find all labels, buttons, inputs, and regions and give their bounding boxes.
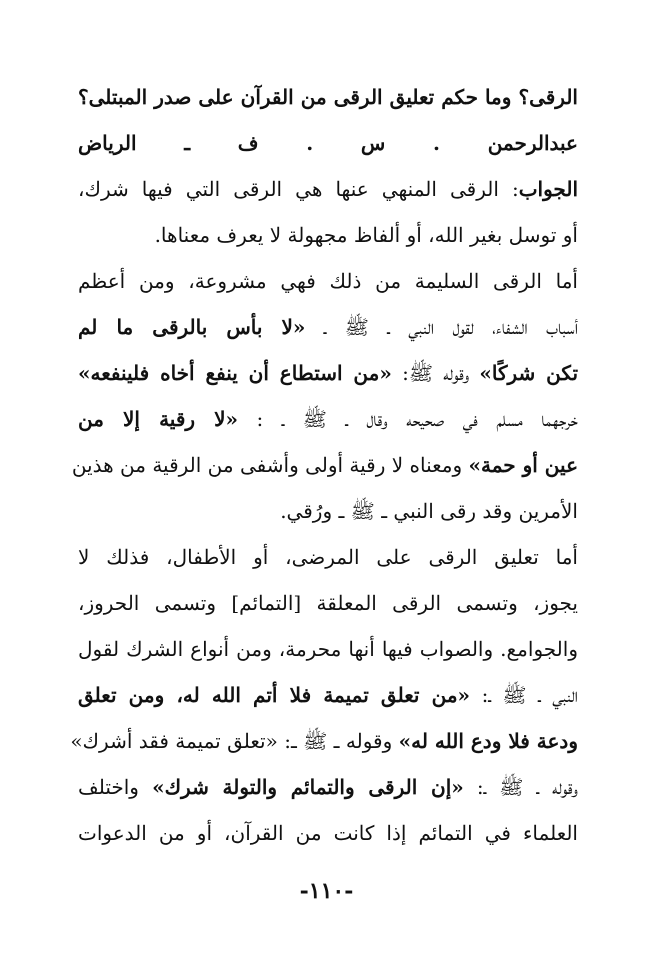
para3-line-2: يجوز، وتسمى الرقى المعلقة [التمائم] وتسمى الحروز، — [78, 591, 578, 615]
para2-text: وقوله ﷺ: — [391, 361, 480, 385]
para2-text: أسباب الشفاء، لقول النبي ـ ﷺ ـ — [305, 315, 579, 339]
hadith-quote: «تعلق تميمة فقد أشرك» — [70, 729, 278, 753]
para3-line-7: العلماء في التمائم إذا كانت من القرآن، أو من الدعوات — [78, 821, 578, 845]
hadith-quote: «لا رقية إلا من — [78, 407, 239, 431]
hadith-quote: «إن الرقى والتمائم والتولة شرك» — [152, 775, 464, 799]
para3-line-3: والجوامع. والصواب فيها أنها محرمة، ومن أنواع الشرك لقول — [78, 637, 578, 661]
para3-line-5 — [70, 724, 578, 758]
para2-line-2 — [78, 310, 578, 344]
hadith-quote: «من استطاع أن ينفع أخاه فلينفعه» — [78, 361, 392, 385]
hadith-quote: عين أو حمة» — [468, 453, 578, 477]
para2-line-6: الأمرين وقد رقى النبي ـ ﷺ ـ ورُقي. — [280, 499, 578, 523]
para3-line-6 — [78, 770, 578, 804]
answer-label: الجواب — [518, 177, 578, 201]
answer-text: : الرقى المنهي عنها هي الرقى التي فيها شرك، — [78, 177, 519, 201]
para3-line-4 — [78, 678, 578, 712]
para3-line-1: أما تعليق الرقى على المرضى، أو الأطفال، فذلك لا — [78, 545, 578, 569]
para2-line-5 — [71, 448, 578, 482]
para3-text: النبي ـ ﷺ ـ: — [470, 683, 578, 707]
para3-text: وقوله ـ ﷺ ـ: — [277, 729, 399, 753]
page-number: -١١٠- — [299, 878, 354, 904]
answer-line-1 — [78, 172, 578, 206]
hadith-quote: «لا بأس بالرقى ما لم — [78, 315, 306, 339]
hadith-quote: ودعة فلا ودع الله له» — [398, 729, 578, 753]
para3-text: واختلف — [78, 775, 153, 799]
question-author: عبدالرحمن . س . ف ـ الرياض — [78, 131, 578, 155]
para2-line-4 — [78, 402, 578, 436]
para2-line-3 — [78, 356, 578, 390]
para2-text: ومعناه لا رقية أولى وأشفى من الرقية من هذين — [71, 453, 469, 477]
para2-line-1: أما الرقى السليمة من ذلك فهي مشروعة، ومن أعظم — [78, 269, 578, 293]
question-line: الرقى؟ وما حكم تعليق الرقى من القرآن على صدر المبتلى؟ — [78, 85, 578, 109]
hadith-quote: «من تعلق تميمة فلا أتم الله له، ومن تعلق — [78, 683, 471, 707]
para2-text: خرجهما مسلم في صحيحه وقال ـ ﷺ ـ : — [238, 407, 578, 431]
answer-line-2: أو توسل بغير الله، أو ألفاظ مجهولة لا يعرف معناها. — [154, 223, 578, 247]
hadith-quote: تكن شركًا» — [479, 361, 579, 385]
para3-text: وقوله ـ ﷺ ـ: — [463, 775, 578, 799]
